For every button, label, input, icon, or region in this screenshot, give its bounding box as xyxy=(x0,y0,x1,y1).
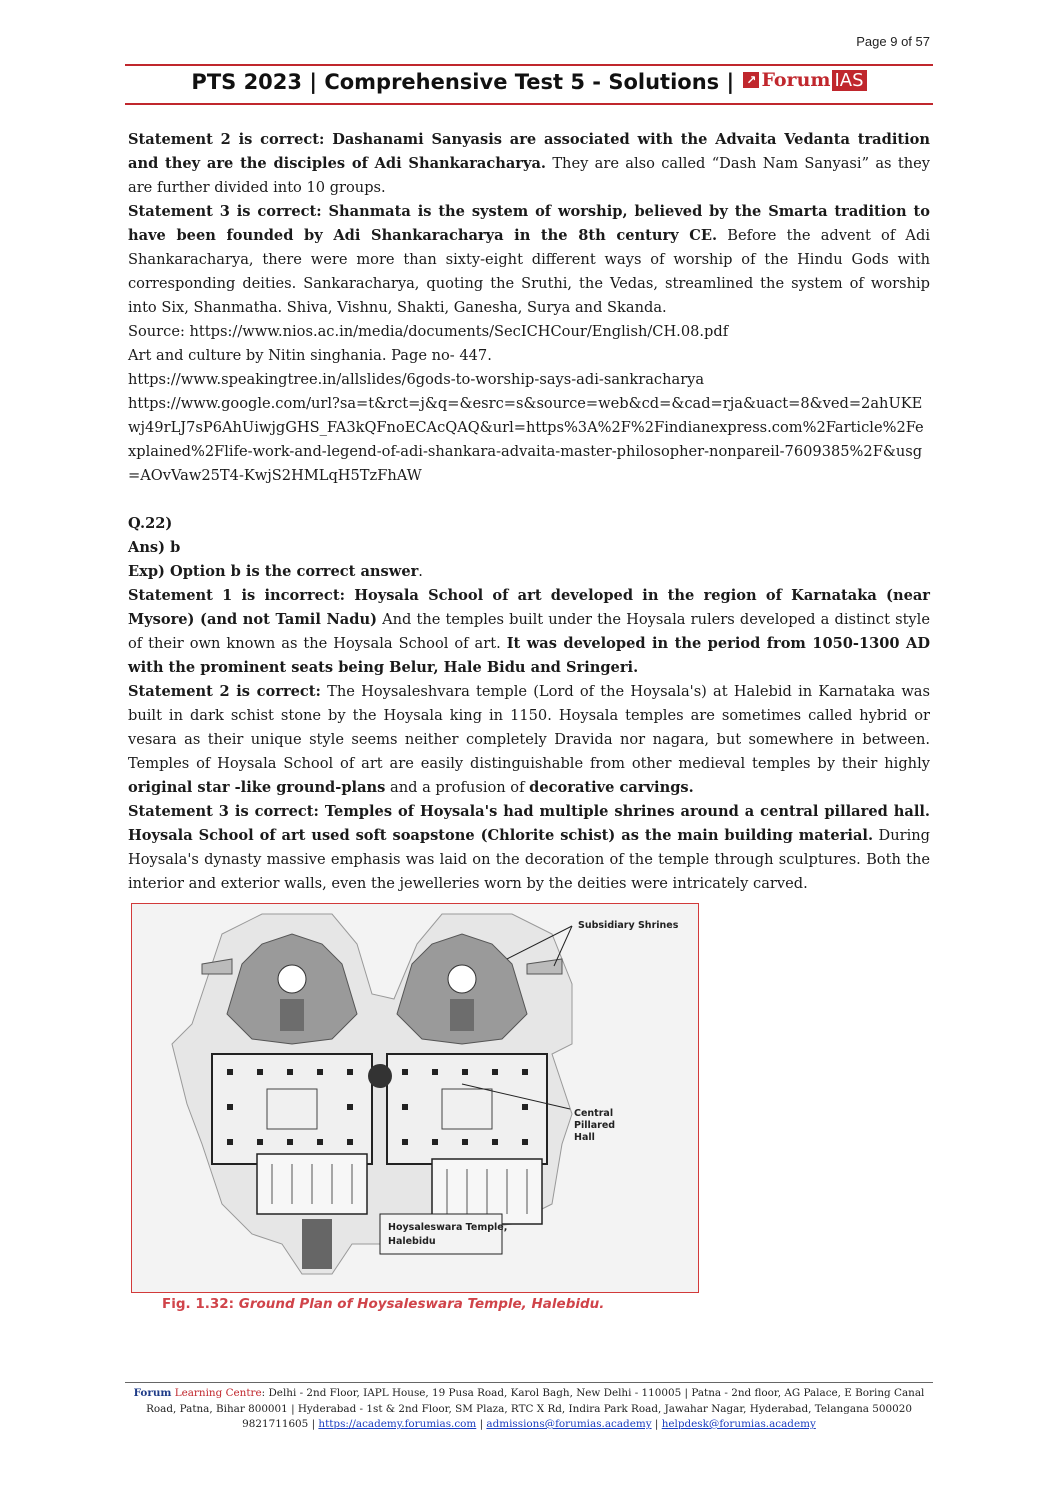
label-box xyxy=(380,1214,502,1254)
statement-2-bold: Statement 2 is correct: Dashanami Sanyasis are associated with the Advaita Vedanta tradition and they are the disciples of Adi Shankaracharya. xyxy=(128,131,930,172)
footer-addresses: Delhi - 2nd Floor, IAPL House, 19 Pusa Road, Karol Bagh, New Delhi - 110005 | Patna - 2nd floor, AG Palace, E Boring Canal Road, Patna, Bihar 800001 | Hyderabad - 1st & 2nd Floor, SM Plaza, RTC X Rd, Indira Park Road, Jawahar Nagar, Hyderabad, Telangana 500020 xyxy=(146,1387,925,1415)
statement-3-bold: Statement 3 is correct: Shanmata is the system of worship, believed by the Smarta tradition to have been founded by Adi Shankaracharya in the 8th century CE. xyxy=(128,203,930,244)
source-line: Source: https://www.nios.ac.in/media/documents/SecICHCour/English/CH.08.pdf xyxy=(128,323,729,340)
explanation-label: Exp) Option b is the correct answer. xyxy=(128,563,423,580)
page-footer: Forum Learning Centre: Delhi - 2nd Floor, IAPL House, 19 Pusa Road, Karol Bagh, New Delhi - 110005 | Patna - 2nd floor, AG Palace, E Boring Canal Road, Patna, Bihar 800001 | Hyderabad - 1st & 2nd Floor, SM Plaza, RTC X Rd, Indira Park Road, Jawahar Nagar, Hyderabad, Telangana 500020 9821711605 | https://academy.forumias.com | admissions@forumias.academy | helpdesk@forumias.academy xyxy=(133,1387,925,1430)
label-box-line-2: Halebidu xyxy=(388,1236,436,1247)
answer-label: Ans) b xyxy=(128,539,181,556)
reference-link-speakingtree: https://www.speakingtree.in/allslides/6gods-to-worship-says-adi-sankracharya xyxy=(128,371,705,388)
arrow-icon: ↗ xyxy=(743,72,759,88)
label-central-line-2: Pillared xyxy=(574,1120,616,1131)
footer-learning-centre: Learning Centre xyxy=(171,1387,262,1399)
header-title: PTS 2023 | Comprehensive Test 5 - Solutions | xyxy=(191,70,735,94)
reference-link-google: https://www.google.com/url?sa=t&rct=j&q=&esrc=s&source=web&cd=&cad=rja&uact=8&ved=2ahUKEwj49rLJ7sP6AhUiwjgGHS_FA3kQFnoECAcQAQ&url=https%3A%2F%2Findianexpress.com%2Farticle%2Fexplained%2Flife-work-and-legend-of-adi-shankara-advaita-master-philosopher-nonpareil-7609385%2F&usg=AOvVaw25T4-KwjS2HMLqH5TzFhAW xyxy=(128,395,924,484)
q-statement-2-paragraph: Statement 2 is correct: The Hoysaleshvara temple (Lord of the Hoysala's) at Halebid in Karnataka was built in dark schist stone by the Hoysala king in 1150. Hoysala temples are sometimes called hybrid or vesara as their unique style seems neither completely Dravida nor nagara, but somewhere in between. Temples of Hoysala School of art are easily distinguishable from other medieval temples by their highly original star -like ground-plans and a profusion of decorative carvings. xyxy=(128,683,930,796)
statement-2-paragraph xyxy=(128,128,930,200)
ground-plan-drawing xyxy=(132,904,698,1292)
statement-2-text: They are also called “Dash Nam Sanyasi” as they are further divided into 10 groups. xyxy=(128,155,930,196)
logo-forum-text: Forum xyxy=(761,69,831,91)
header-top-rule xyxy=(125,64,933,66)
question-label: Q.22) xyxy=(128,515,173,532)
q-statement-1-paragraph: Statement 1 is incorrect: Hoysala School of art developed in the region of Karnataka (near Mysore) (and not Tamil Nadu) And the temples built under the Hoysala rulers developed a distinct style of their own known as the Hoysala School of art. It was developed in the period from 1050-1300 AD with the prominent seats being Belur, Hale Bidu and Sringeri. xyxy=(128,587,930,676)
page-header xyxy=(125,70,933,94)
footer-link-helpdesk[interactable]: helpdesk@forumias.academy xyxy=(661,1418,816,1430)
label-box-line-1: Hoysaleswara Temple, xyxy=(388,1222,508,1233)
logo-ias-text: IAS xyxy=(832,70,867,91)
temple-ground-plan-figure xyxy=(131,903,699,1293)
footer-link-academy[interactable]: https://academy.forumias.com xyxy=(318,1418,477,1430)
footer-forum: Forum xyxy=(133,1387,172,1399)
footer-phone: 9821711605 | xyxy=(242,1418,319,1430)
figure-caption: Fig. 1.32: Ground Plan of Hoysaleswara Temple, Halebidu. xyxy=(162,1296,605,1312)
statement-3-paragraph xyxy=(128,200,930,320)
footer-rule xyxy=(125,1382,933,1383)
label-central-line-3: Hall xyxy=(574,1132,595,1143)
label-subsidiary-shrines: Subsidiary Shrines xyxy=(578,920,679,931)
label-central-line-1: Central xyxy=(574,1108,614,1119)
forumias-logo xyxy=(743,69,866,91)
q-statement-3-paragraph: Statement 3 is correct: Temples of Hoysala's had multiple shrines around a central pillared hall. Hoysala School of art used soft soapstone (Chlorite schist) as the main building material. During Hoysala's dynasty massive emphasis was laid on the decoration of the temple through sculptures. Both the interior and exterior walls, even the jewelleries worn by the deities were intricately carved. xyxy=(128,803,931,892)
page-content xyxy=(128,128,930,896)
header-bottom-rule xyxy=(125,103,933,105)
page-number: Page 9 of 57 xyxy=(856,34,930,49)
reference-book: Art and culture by Nitin singhania. Page no- 447. xyxy=(128,347,492,364)
statement-3-text: Before the advent of Adi Shankaracharya, there were more than sixty-eight different ways of worship of the Hindu Gods with corresponding deities. Sankaracharya, quoting the Sruthi, the Vedas, streamlined the system of worship into Six, Shanmatha. Shiva, Vishnu, Shakti, Ganesha, Surya and Skanda. xyxy=(128,227,930,316)
footer-link-admissions[interactable]: admissions@forumias.academy xyxy=(486,1418,652,1430)
